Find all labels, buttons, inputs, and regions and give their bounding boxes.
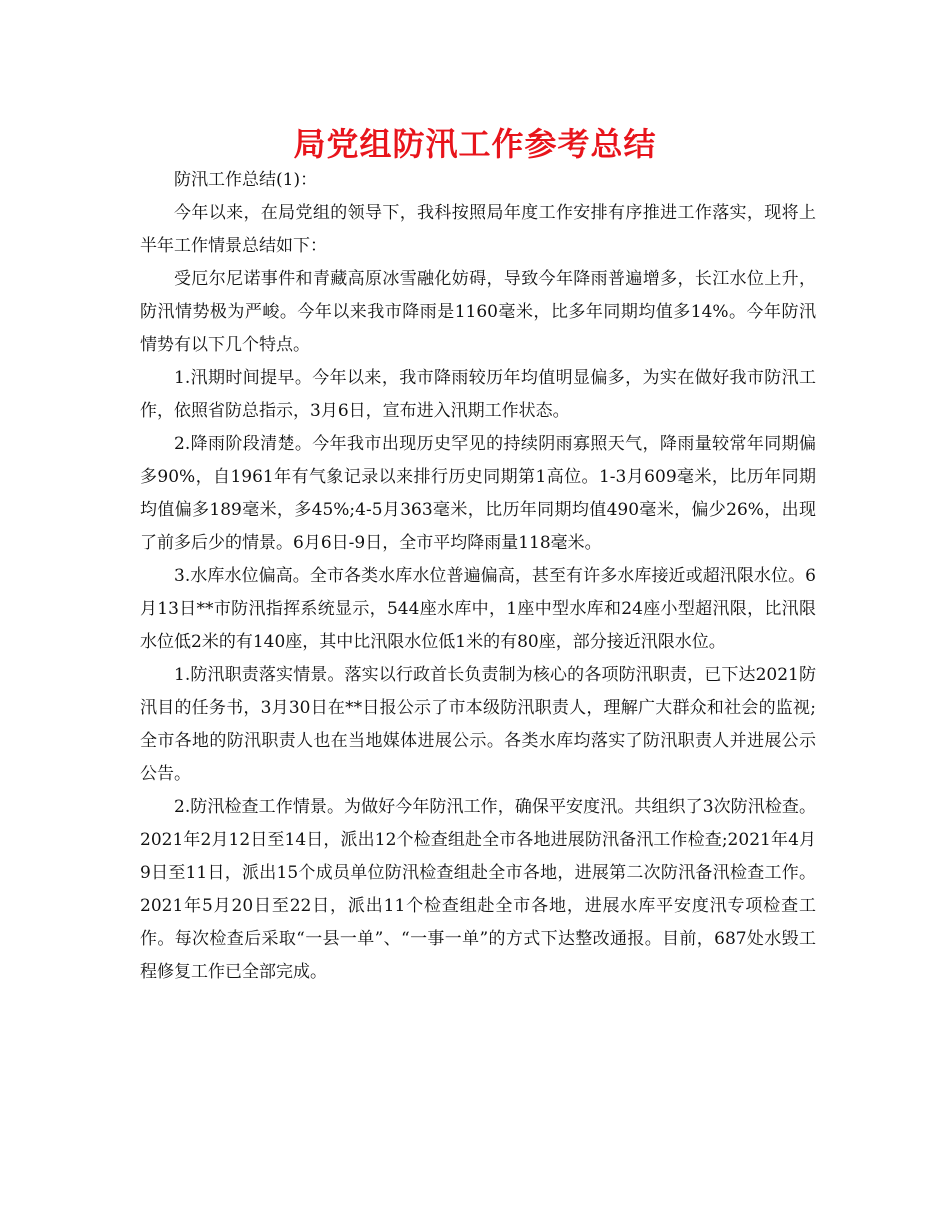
paragraph-responsibility: 1.防汛职责落实情景。落实以行政首长负责制为核心的各项防汛职责，已下达2021防汛目的任务书，3月30日在**日报公示了市本级防汛职责人，理解广大群众和社会的监视;全市各地的防汛职责人也在当地媒体进展公示。各类水库均落实了防汛职责人并进展公示公告。 bbox=[140, 665, 816, 784]
paragraph-section-heading: 防汛工作总结(1)： bbox=[174, 170, 318, 190]
paragraph-intro: 今年以来，在局党组的领导下，我科按照局年度工作安排有序推进工作落实，现将上半年工作情景总结如下： bbox=[140, 203, 816, 256]
document-title: 局党组防汛工作参考总结 bbox=[293, 125, 657, 163]
paragraph-point-reservoir: 3.水库水位偏高。全市各类水库水位普遍偏高，甚至有许多水库接近或超汛限水位。6月13日**市防汛指挥系统显示，544座水库中，1座中型水库和24座小型超汛限，比汛限水位低2米的有140座，其中比汛限水位低1米的有80座，部分接近汛限水位。 bbox=[140, 566, 816, 652]
paragraph-situation: 受厄尔尼诺事件和青藏高原冰雪融化妨碍，导致今年降雨普遍增多，长江水位上升，防汛情势极为严峻。今年以来我市降雨是1160毫米，比多年同期均值多14%。今年防汛情势有以下几个特点。 bbox=[140, 269, 816, 355]
paragraph-inspection: 2.防汛检查工作情景。为做好今年防汛工作，确保平安度汛。共组织了3次防汛检查。2021年2月12日至14日，派出12个检查组赴全市各地进展防汛备汛工作检查;2021年4月9日至11日，派出15个成员单位防汛检查组赴全市各地，进展第二次防汛备汛检查工作。2021年5月20日至22日，派出11个检查组赴全市各地，进展水库平安度汛专项检查工作。每次检查后采取“一县一单”、“一事一单”的方式下达整改通报。目前，687处水毁工程修复工作已全部完成。 bbox=[140, 797, 816, 982]
document-body bbox=[140, 164, 816, 989]
paragraph-point-rainfall: 2.降雨阶段清楚。今年我市出现历史罕见的持续阴雨寡照天气，降雨量较常年同期偏多90%，自1961年有气象记录以来排行历史同期第1高位。1-3月609毫米，比历年同期均值偏多189毫米，多45%;4-5月363毫米，比历年同期均值490毫米，偏少26%，出现了前多后少的情景。6月6日-9日，全市平均降雨量118毫米。 bbox=[140, 434, 816, 553]
paragraph-point-early-flood: 1.汛期时间提早。今年以来，我市降雨较历年均值明显偏多，为实在做好我市防汛工作，依照省防总指示，3月6日，宣布进入汛期工作状态。 bbox=[140, 368, 816, 421]
